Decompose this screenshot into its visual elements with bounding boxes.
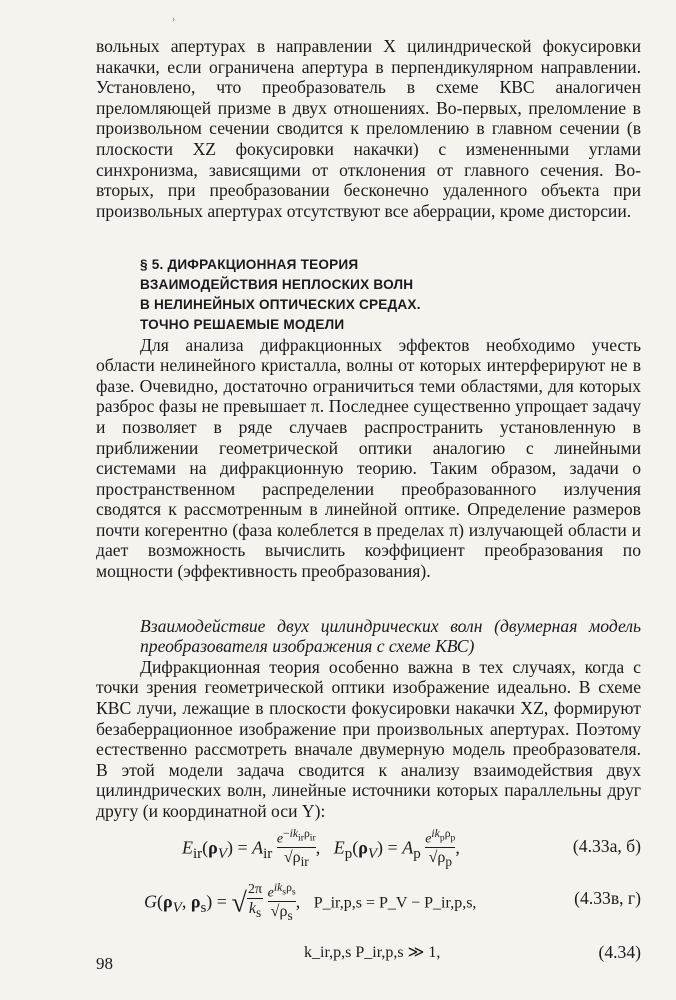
section-heading-line-1: § 5. ДИФРАКЦИОННАЯ ТЕОРИЯ	[140, 257, 359, 273]
page-number: 98	[96, 954, 113, 973]
equation-4-33vg-label: (4.33в, г)	[574, 887, 641, 908]
section-heading-line-2: ВЗАИМОДЕЙСТВИЯ НЕПЛОСКИХ ВОЛН	[140, 277, 414, 293]
equation-4-33ab: $E_{ir}(\rho_V) = A_{ir}$ $\frac{e^{-ik_{ir}\rho_{ir}}}{√\rho_{ir}}$ , $E_p(\rho_V) = A_p$ $\frac{e^{ik_p\rho_p}}{√\rho_p}$ ,	[182, 826, 460, 873]
equation-4-34-label: (4.34)	[598, 941, 641, 962]
section-heading	[96, 255, 641, 334]
scan-mark: ›	[172, 14, 176, 25]
page-content	[96, 36, 641, 974]
equation-block	[96, 826, 641, 974]
subsection-heading: Взаимодействие двух цилиндрических волн (двумерная модель преобразователя изображения с схеме КВС)	[140, 615, 641, 657]
equation-4-33ab-label: (4.33а, б)	[572, 835, 641, 856]
paragraph-3: Дифракционная теория особенно важна в тех случаях, когда с точки зрения геометрической оптики изображение идеально. В схеме КВС лучи, лежащие в плоскости фокусировки накачки XZ, формируют безаберрационное изображение при произвольных апертурах. Поэтому естественно рассмотреть вначале двумерную модель преобразователя. В этой модели задача сводится к анализу взаимодействия двух цилиндрических волн, линейные источники которых параллельны друг другу (и координатной оси Y):	[96, 656, 641, 821]
paragraph-2: Для анализа дифракционных эффектов необходимо учесть области нелинейного кристалла, волны от которых интерферируют не в фазе. Очевидно, достаточно ограничиться теми областями, для которых разброс фазы не превышает π. Последнее существенно упрощает задачу и позволяет в ряде случаев распространить установленную в приближении геометрической оптики аналогию с линейными системами на дифракционную теорию. Таким образом, задачи о пространственном распределении преобразованного излучения сводятся к рассмотренным в линейной оптике. Определение размеров почти когерентно (фаза колеблется в пределах π) излучающей области и дает возможность вычислить коэффициент преобразования по мощности (эффективность преобразования).	[96, 334, 641, 582]
section-heading-line-3: В НЕЛИНЕЙНЫХ ОПТИЧЕСКИХ СРЕДАХ.	[140, 296, 421, 312]
paragraph-1: вольных апертурах в направлении X цилиндрической фокусировки накачки, если ограничена апертура в перпендикулярном направлении. Установлено, что преобразователь в схеме КВС аналогичен преломляющей призме в двух отношениях. Во-первых, преломление в произвольном сечении сводится к преломлению в главном сечении (в плоскости XZ фокусировки накачки) с измененными углами синхронизма, зависящими от отклонения от главного сечения. Во-вторых, при преобразовании бесконечно удаленного объекта при произвольных апертурах отсутствуют все аберрации, кроме дисторсии.	[96, 36, 641, 221]
equation-4-33vg-rhs: P_ir,p,s = P_V − P_ir,p,s,	[313, 894, 477, 912]
section-heading-line-4: ТОЧНО РЕШАЕМЫЕ МОДЕЛИ	[140, 316, 345, 332]
equation-4-34: k_ir,p,s P_ir,p,s ≫ 1,	[304, 943, 441, 961]
equation-4-33vg: $G(\rho_V$, $\rho_s$) = √ $\frac{2\pi}{k_s}$ $\frac{e^{ik_s\rho_s}}{√\rho_s}$ , P_ir,p,s = P_V − P_ir,p,s,	[144, 880, 476, 927]
